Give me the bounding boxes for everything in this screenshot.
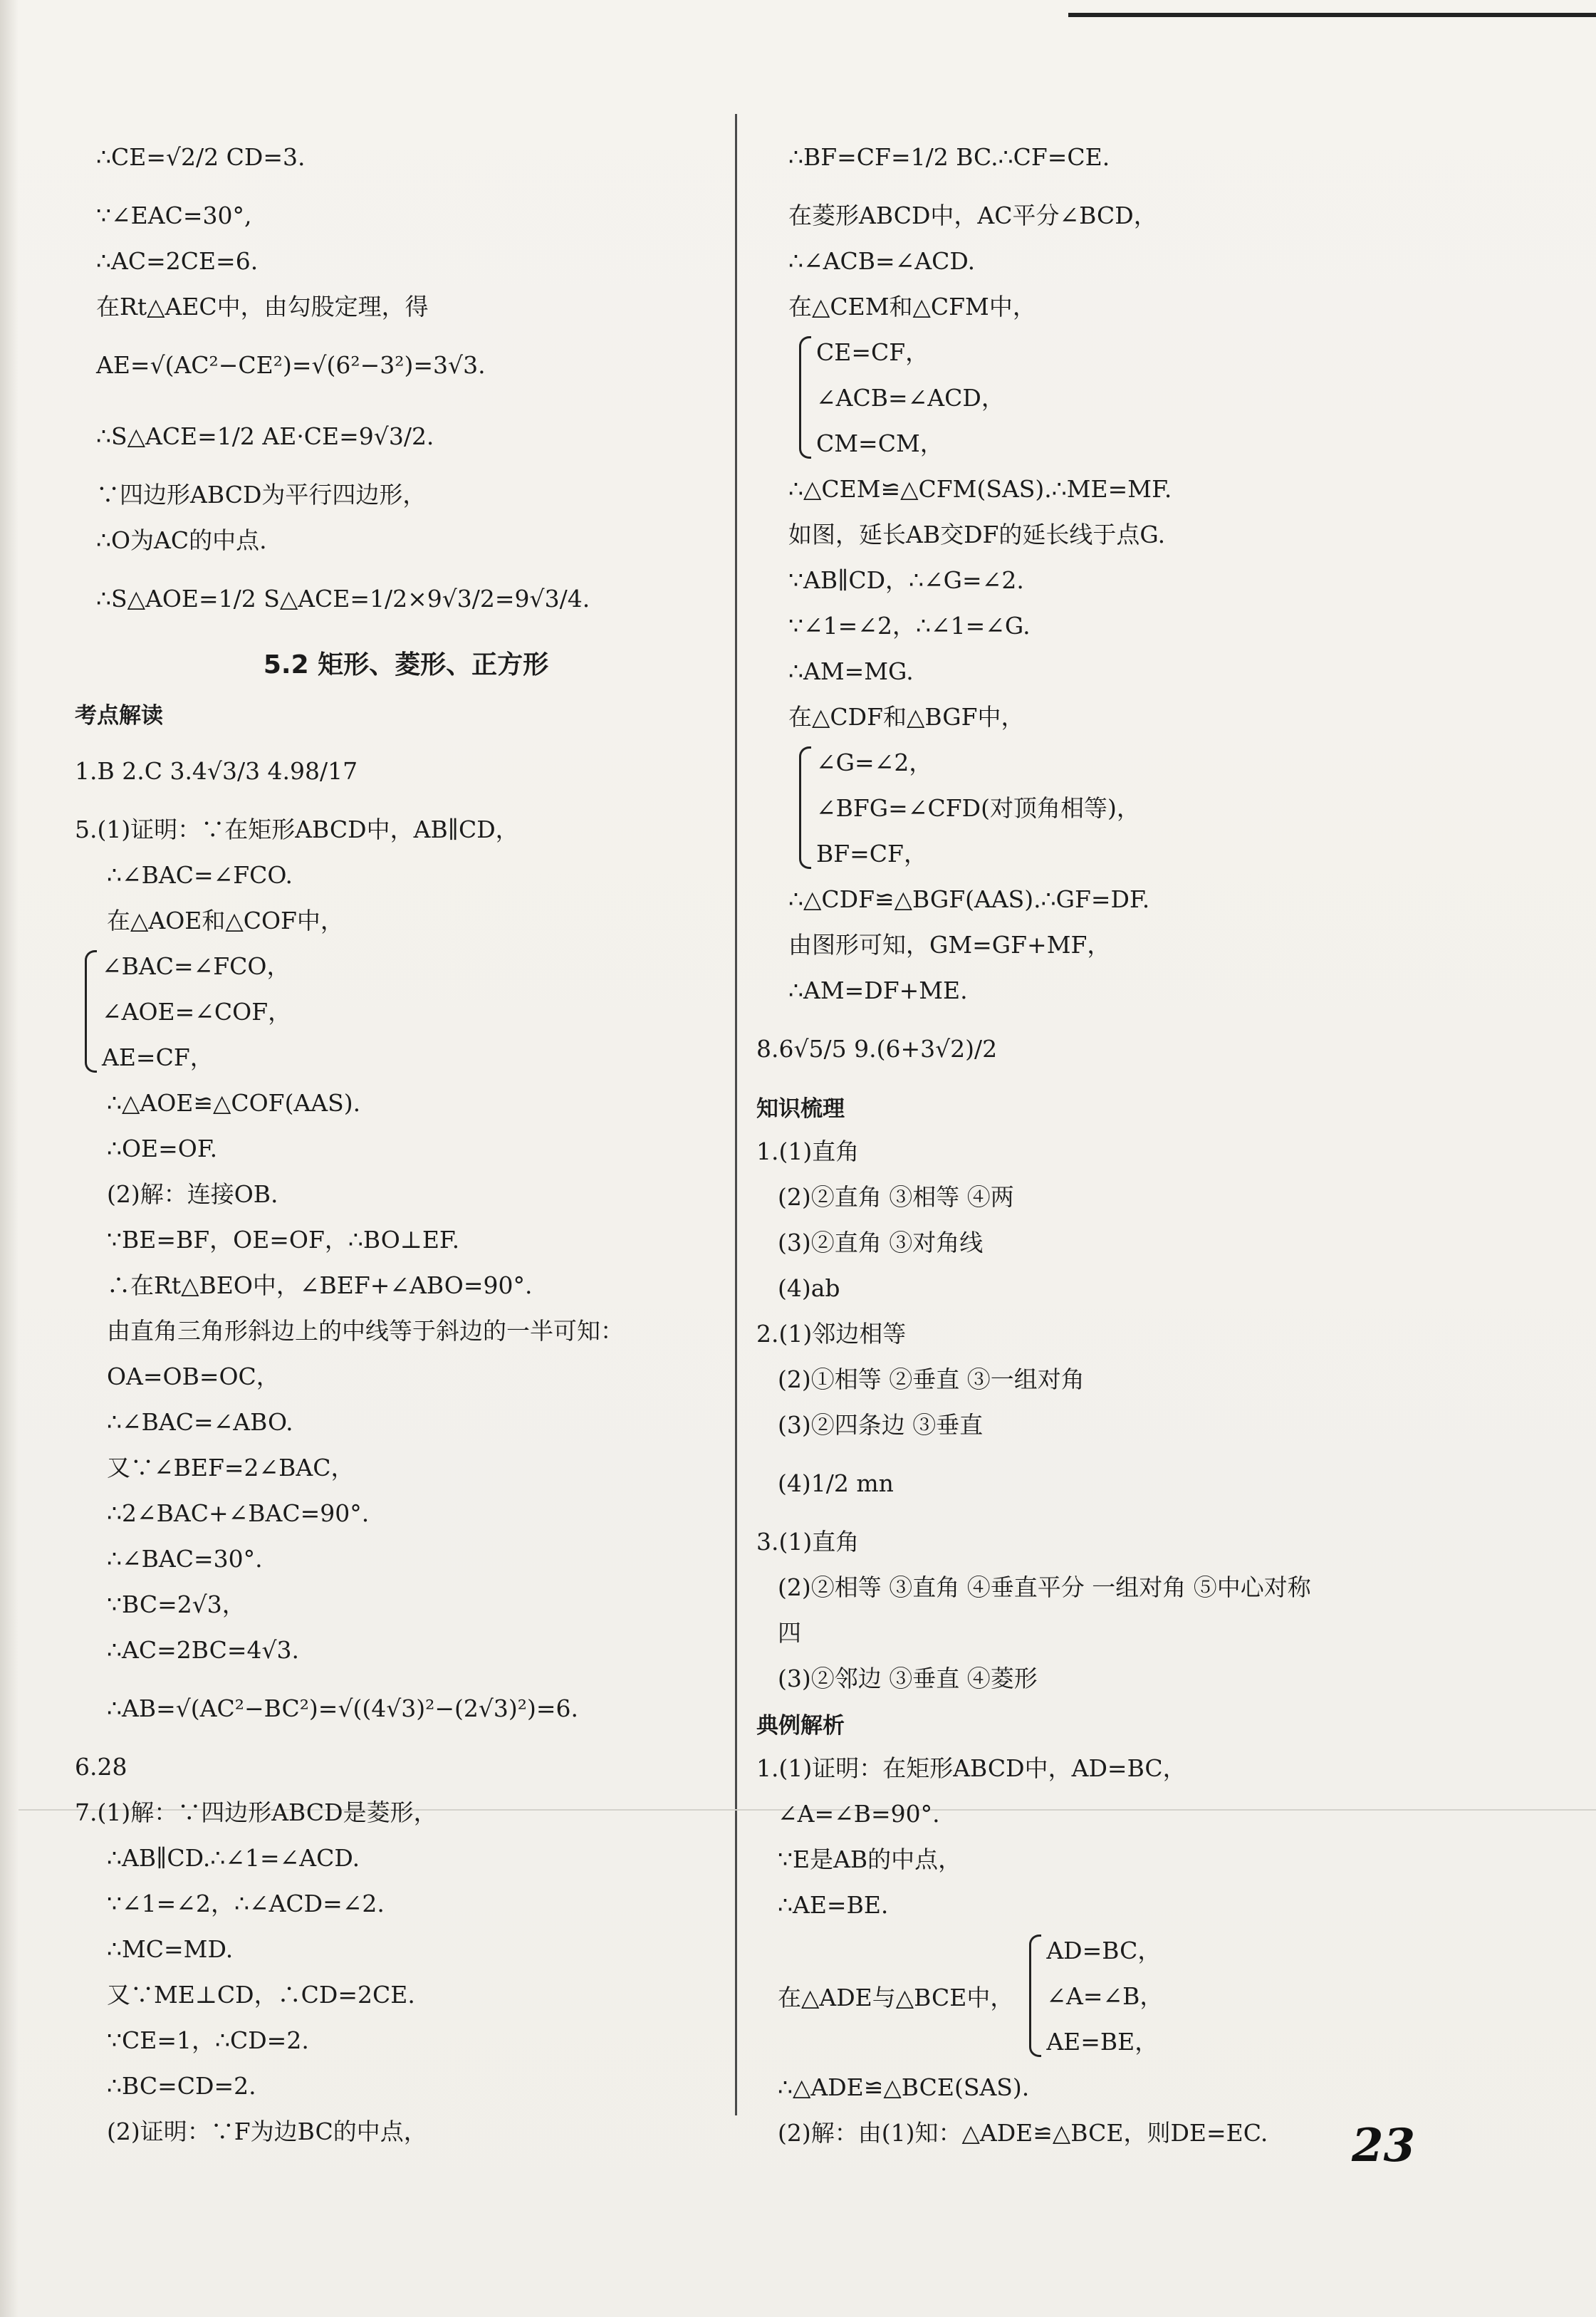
text-line: (3)②邻边 ③垂直 ④菱形 — [778, 1664, 1038, 1692]
text-line: ∴BC=CD=2. — [107, 2071, 256, 2100]
text-line: ∴△CDF≌△BGF(AAS).∴GF=DF. — [788, 885, 1150, 913]
left-column — [75, 121, 737, 2154]
text-line: (3)②直角 ③对角线 — [778, 1228, 984, 1256]
text-line: (4)1/2 mn — [778, 1469, 894, 1497]
right-column — [756, 121, 1483, 2155]
text-line: ∴△ADE≌△BCE(SAS). — [778, 2073, 1030, 2101]
brace-line: ∠AOE=∠COF， — [102, 997, 292, 1026]
text-line: ∵BE=BF，OE=OF，∴BO⊥EF. — [107, 1225, 460, 1254]
text-line: 四 — [778, 1618, 801, 1647]
binding-edge — [0, 0, 19, 2317]
answer-line: 6.28 — [75, 1752, 127, 1781]
brace-system — [789, 329, 1483, 466]
text-line: 又∵∠BEF=2∠BAC， — [107, 1453, 355, 1482]
text-line: ∴△AOE≌△COF(AAS). — [107, 1088, 361, 1117]
brace-line: AE=BE， — [1046, 2027, 1159, 2056]
text-line: ∴∠BAC=∠FCO. — [107, 860, 293, 889]
brace-line: CE=CF， — [816, 338, 929, 366]
text-line: ∴AM=DF+ME. — [788, 976, 968, 1004]
text-line: 1.(1)直角 — [756, 1137, 860, 1165]
brace-system — [789, 739, 1483, 876]
text-line: 由图形可知，GM=GF+MF， — [788, 930, 1111, 959]
text-line: ∴CE=√2/2 CD=3. — [96, 142, 306, 171]
text-line: (4)ab — [778, 1274, 840, 1302]
text-line: ∴AC=2CE=6. — [96, 246, 259, 275]
text-line: ∵四边形ABCD为平行四边形， — [96, 480, 427, 509]
text-line: 如图，延长AB交DF的延长线于点G. — [788, 520, 1166, 548]
brace-line: BF=CF， — [816, 839, 927, 868]
text-line: 7.(1)解：∵四边形ABCD是菱形， — [75, 1798, 437, 1826]
text-line: ∴S△ACE=1/2 AE·CE=9√3/2. — [96, 422, 434, 450]
text-line: 在△AOE和△COF中， — [107, 906, 344, 934]
text-line: 在菱形ABCD中，AC平分∠BCD， — [788, 201, 1157, 229]
text-line: ∴AB∥CD.∴∠1=∠ACD. — [107, 1843, 360, 1872]
text-line: ∴∠BAC=∠ABO. — [107, 1407, 293, 1436]
text-line: ∴∠BAC=30°. — [107, 1544, 263, 1573]
text-line: 在△CDF和△BGF中， — [788, 702, 1025, 731]
brace-lead: 在△ADE与△BCE中， — [778, 1983, 1014, 2011]
text-line: ∴BF=CF=1/2 BC.∴CF=CE. — [788, 142, 1110, 171]
text-line: ∴AB=√(AC²−BC²)=√((4√3)²−(2√3)²)=6. — [107, 1694, 579, 1722]
page-number: 23 — [1352, 2119, 1416, 2172]
brace-line: ∠BAC=∠FCO， — [102, 952, 291, 980]
text-line: ∵BC=2√3， — [107, 1590, 246, 1618]
text-line: ∴AC=2BC=4√3. — [107, 1635, 299, 1664]
brace-line: AD=BC， — [1046, 1936, 1162, 1964]
text-line: ∴S△AOE=1/2 S△ACE=1/2×9√3/2=9√3/4. — [96, 584, 590, 613]
text-line: (2)②直角 ③相等 ④两 — [778, 1182, 1014, 1211]
text-line: 2.(1)邻边相等 — [756, 1319, 907, 1348]
subsection-title: 知识梳理 — [756, 1095, 845, 1122]
text-line: ∴MC=MD. — [107, 1935, 234, 1963]
text-line: ∴OE=OF. — [107, 1134, 218, 1162]
text-line: ∴AM=MG. — [788, 657, 914, 685]
brace-system — [1019, 1927, 1163, 2064]
brace-line: AE=CF， — [102, 1043, 214, 1071]
subsection-title: 典例解析 — [756, 1712, 845, 1739]
text-line: ∠A=∠B=90°. — [778, 1799, 940, 1828]
text-line: ∴AE=BE. — [778, 1890, 889, 1919]
text-line: (2)①相等 ②垂直 ③一组对角 — [778, 1365, 1085, 1393]
brace-line: ∠G=∠2， — [816, 748, 933, 776]
text-line: (3)②四条边 ③垂直 — [778, 1410, 984, 1439]
text-line: ∵AB∥CD，∴∠G=∠2. — [788, 566, 1024, 594]
text-line: ∵∠EAC=30°, — [96, 201, 252, 229]
text-line: ∵∠1=∠2，∴∠1=∠G. — [788, 611, 1031, 640]
brace-line: ∠A=∠B， — [1046, 1982, 1164, 2010]
text-line: ∴在Rt△BEO中，∠BEF+∠ABO=90°. — [107, 1271, 533, 1299]
text-line: ∵E是AB的中点， — [778, 1845, 962, 1873]
answer-line: 8.6√5/5 9.(6+3√2)/2 — [756, 1034, 998, 1063]
text-line: 在△CEM和△CFM中， — [788, 292, 1036, 321]
text-line: AE=√(AC²−CE²)=√(6²−3²)=3√3. — [96, 350, 486, 379]
text-line: (2)解：连接OB. — [107, 1180, 278, 1208]
answer-line: 1.B 2.C 3.4√3/3 4.98/17 — [75, 756, 358, 785]
text-line: ∴O为AC的中点. — [96, 526, 267, 554]
brace-system — [75, 943, 737, 1080]
text-line: ∴2∠BAC+∠BAC=90°. — [107, 1499, 370, 1527]
text-line: ∴∠ACB=∠ACD. — [788, 246, 976, 275]
brace-line: ∠BFG=∠CFD(对顶角相等)， — [816, 793, 1140, 822]
text-line: 在Rt△AEC中，由勾股定理，得 — [96, 292, 429, 321]
text-line: (2)证明：∵F为边BC的中点， — [107, 2117, 427, 2145]
text-line: 5.(1)证明：∵在矩形ABCD中，AB∥CD， — [75, 815, 519, 843]
text-line: OA=OB=OC， — [107, 1362, 280, 1390]
brace-line: CM=CM， — [816, 429, 944, 457]
top-rule — [1068, 13, 1596, 17]
text-line: 由直角三角形斜边上的中线等于斜边的一半可知： — [107, 1316, 624, 1345]
text-line: ∵∠1=∠2，∴∠ACD=∠2. — [107, 1889, 385, 1917]
text-line: (2)解：由(1)知：△ADE≌△BCE，则DE=EC. — [778, 2118, 1268, 2147]
brace-line: ∠ACB=∠ACD， — [816, 383, 1005, 412]
text-line: (2)②相等 ③直角 ④垂直平分 一组对角 ⑤中心对称 — [778, 1573, 1311, 1601]
brace-system-inline — [756, 1927, 1483, 2064]
section-title: 5.2 矩形、菱形、正方形 — [263, 650, 549, 680]
text-line: ∵CE=1，∴CD=2. — [107, 2026, 309, 2054]
text-line: 又∵ME⊥CD，∴CD=2CE. — [107, 1980, 415, 2009]
text-line: 1.(1)证明：在矩形ABCD中，AD=BC， — [756, 1754, 1186, 1782]
text-line: 3.(1)直角 — [756, 1527, 860, 1556]
subsection-title: 考点解读 — [75, 702, 163, 729]
text-line: ∴△CEM≌△CFM(SAS).∴ME=MF. — [788, 474, 1172, 503]
